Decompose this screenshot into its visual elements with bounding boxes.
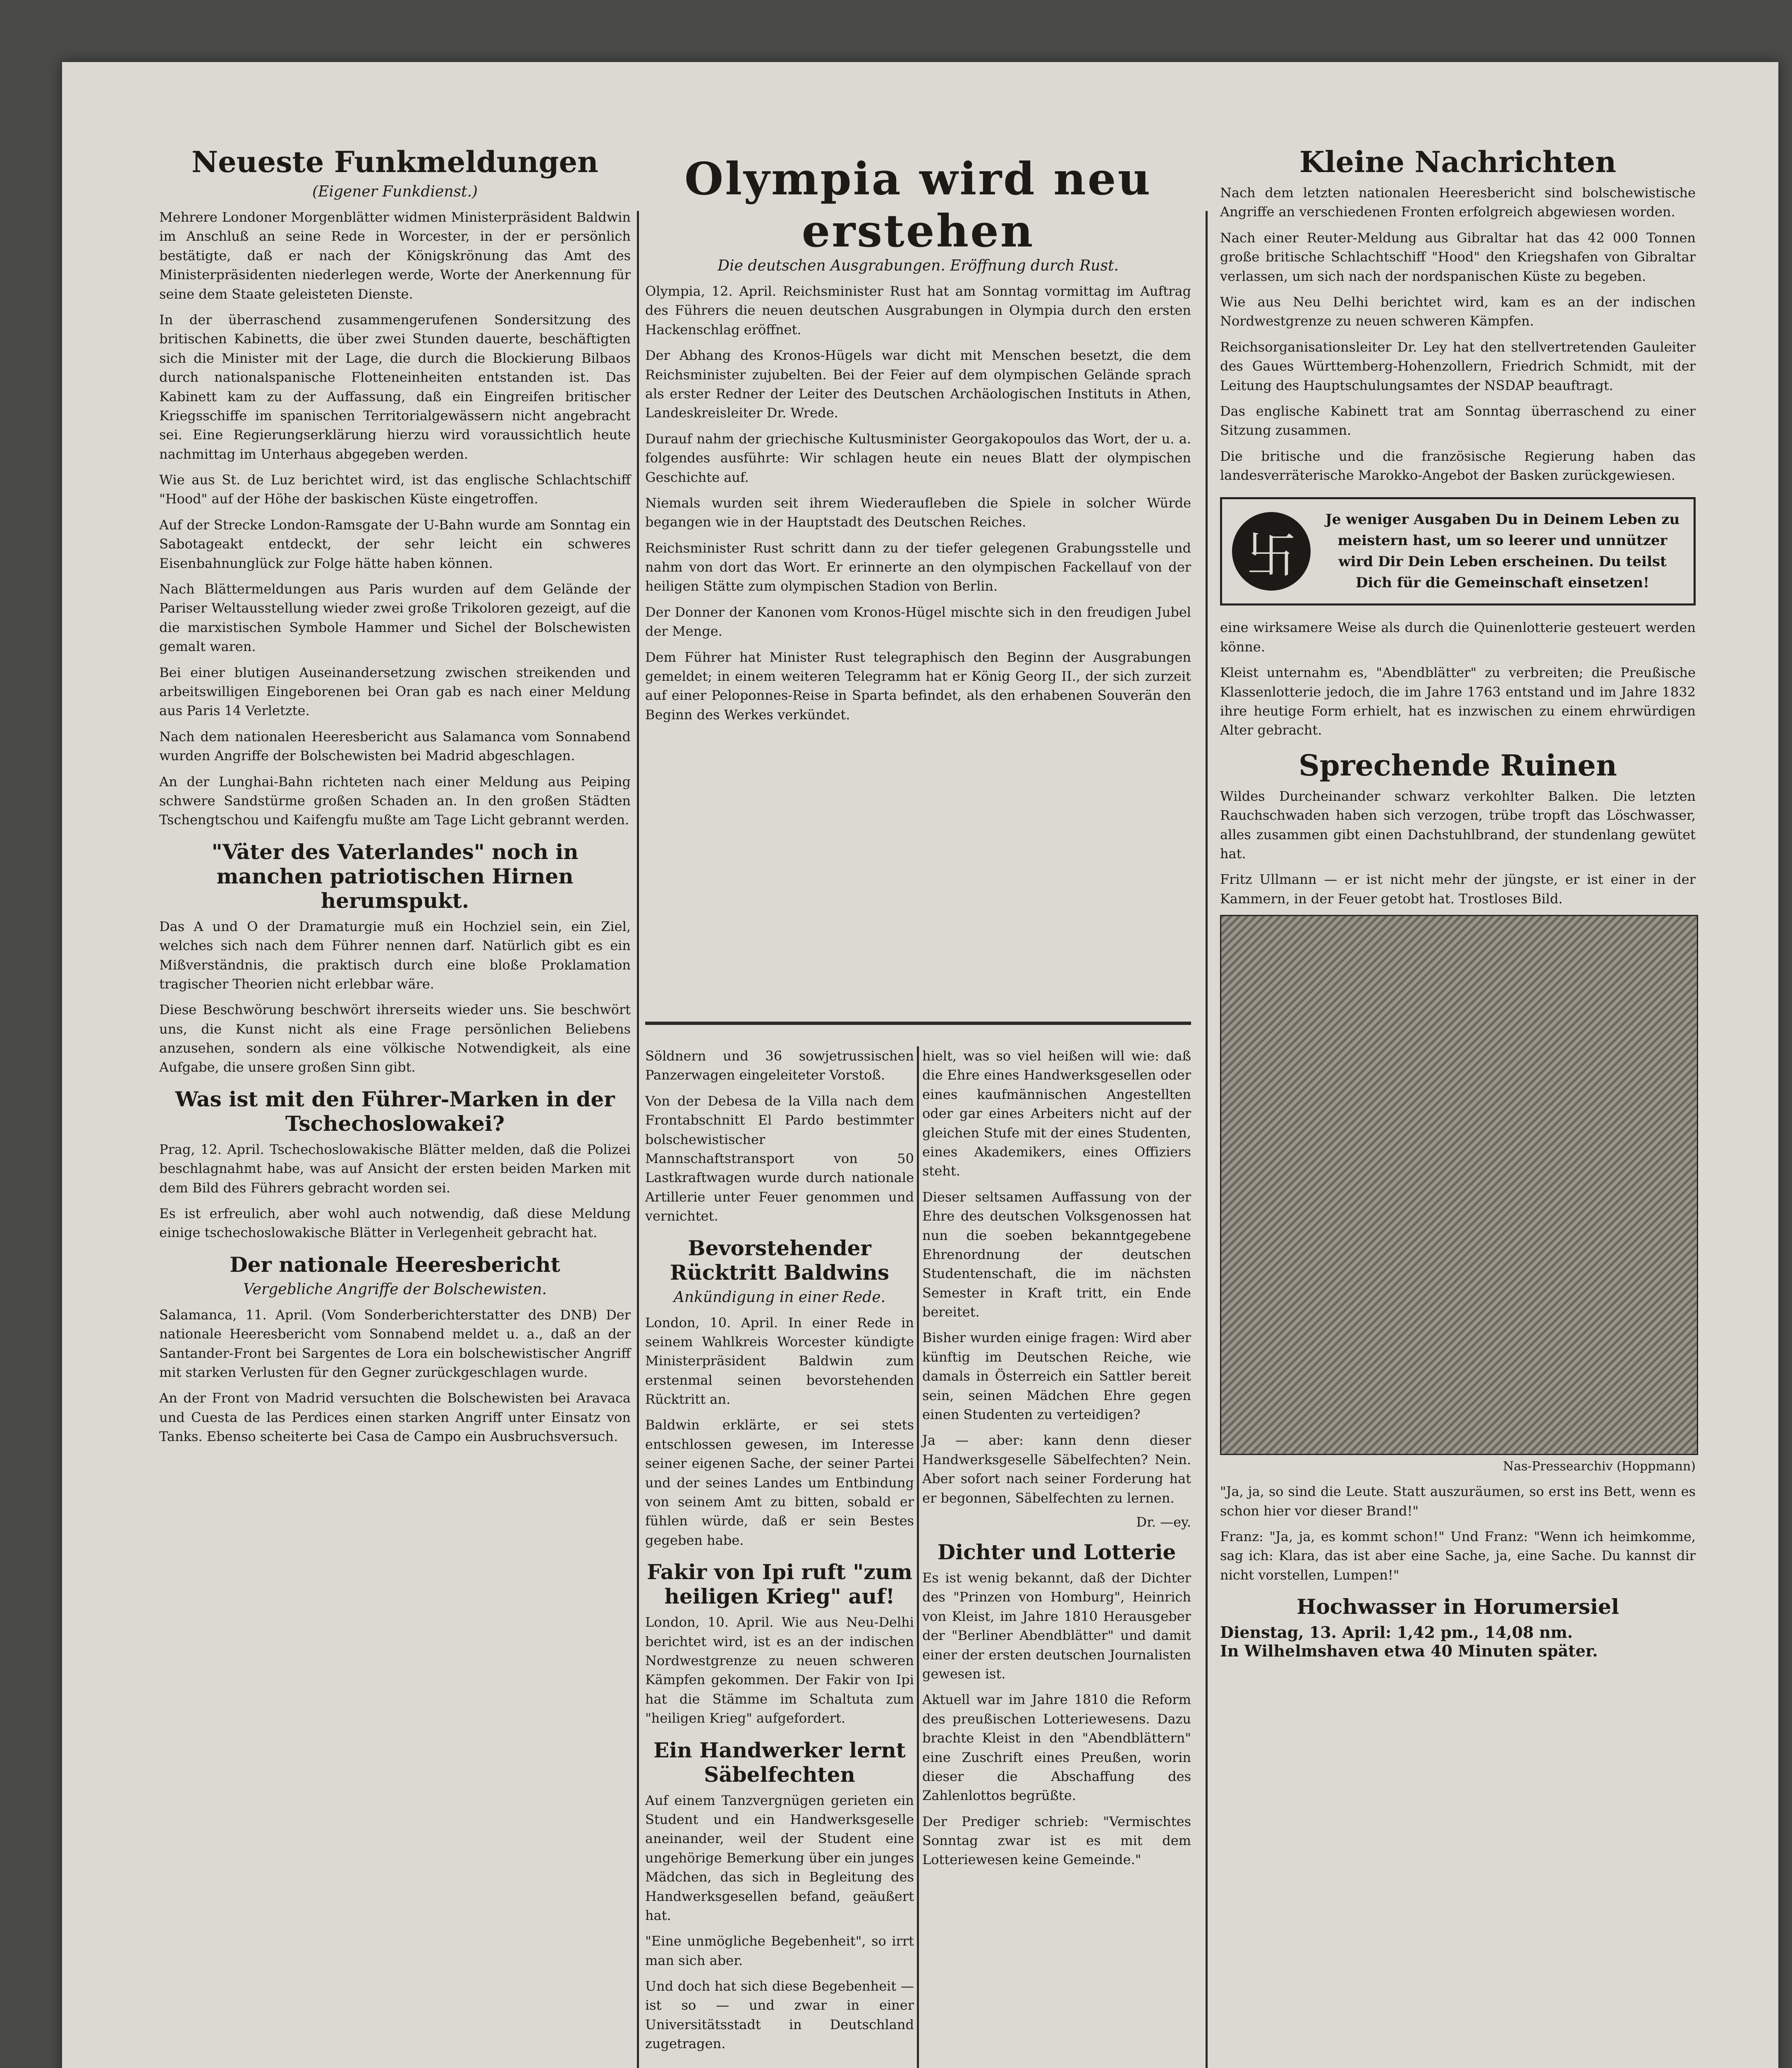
paragraph: Dem Führer hat Minister Rust telegraphisch den Beginn der Ausgrabungen gemeldet; in einem weiteren Telegramm hat er König Georg II., der sich zurzeit auf einer Peloponnes-Reise in Sparta befindet, als den erhabenen Souverän den Beginn des Werkes verkündet. — [645, 649, 1191, 723]
paragraph: Es ist erfreulich, aber wohl auch notwendig, daß diese Meldung einige tschechoslowakische Blätter in Verlegenheit gebracht hat. — [159, 1206, 631, 1241]
paragraph: Dieser seltsamen Auffassung von der Ehre des deutschen Volksgenossen hat nun die soeben bekanntgegebene Ehrenordnung der deutschen Studentenschaft, die im nächsten Semester in Kraft tritt, ein Ende bereitet. — [922, 1189, 1191, 1320]
headline: Olympia wird neu erstehen — [684, 153, 1152, 257]
paragraph: Der Donner der Kanonen vom Kronos-Hügel mischte sich in den freudigen Jubel der Menge. — [645, 604, 1191, 639]
paragraph: Aktuell war im Jahre 1810 die Reform des preußischen Lotteriewesens. Dazu brachte Kleist in den "Abendblättern" eine Zuschrift eines Preußen, worin dieser die Abschaffung des Zahlenlottos begrüßte. — [922, 1692, 1191, 1804]
paragraph: Diese Beschwörung beschwört ihrerseits wieder uns. Sie beschwört uns, die Kunst nicht als eine Frage persönlichen Beliebens anzusehen, sondern als eine völkische Notwendigkeit, als eine Aufgabe, die unsere großen Sinn gibt. — [159, 1002, 631, 1075]
advertisement-box — [1220, 497, 1696, 606]
paragraph: Reichsorganisationsleiter Dr. Ley hat den stellvertretenden Gauleiter des Gaues Württemberg-Hohenzollern, Friedrich Schmidt, mit der Leitung des Hauptschulungsamtes der NSDAP beauftragt. — [1220, 339, 1696, 393]
column-rule — [1206, 211, 1208, 2068]
paragraph: Wie aus St. de Luz berichtet wird, ist das englische Schlachtschiff "Hood" auf der Höhe der baskischen Küste eingetroffen. — [159, 472, 631, 507]
ruin-illustration — [1220, 915, 1698, 1455]
column-olympia — [645, 136, 1191, 731]
column-rule — [917, 1046, 919, 2068]
paragraph: Nach einer Reuter-Meldung aus Gibraltar hat das 42 000 Tonnen große britische Schlachtschiff "Hood" den Kriegshafen von Gibraltar verlassen, um sich nach der nordspanischen Küste zu begeben. — [1220, 230, 1696, 284]
column-kleine-nachrichten — [1220, 136, 1696, 1660]
paragraph: Reichsminister Rust schritt dann zu der tiefer gelegenen Grabungsstelle und nahm von dort das Wort. Er erinnerte an den olympischen Fackellauf von der heiligen Stätte zum olympischen Stadion von Berlin. — [645, 540, 1191, 594]
advertisement-text: Je weniger Ausgaben Du in Deinem Leben zu meistern hast, um so leerer und unnützer wird Dir Dein Leben erscheinen. Du teilst Dich für die Gemeinschaft einsetzen! — [1325, 511, 1680, 591]
article-heading: Dichter und Lotterie — [937, 1539, 1176, 1564]
paragraph: Prag, 12. April. Tschechoslowakische Blätter melden, daß die Polizei beschlagnahmt habe, was auf Ansicht der ersten beiden Marken mit dem Bild des Führers gebracht worden sei. — [159, 1141, 631, 1196]
column-baldwin — [645, 1046, 914, 2060]
illustration-caption: Nas-Pressearchiv (Hoppmann) — [1503, 1459, 1696, 1474]
paragraph: Ja — aber: kann denn dieser Handwerksgeselle Säbelfechten? Nein. Aber sofort nach seiner Forderung hat er begonnen, Säbelfechten zu lernen. — [922, 1432, 1191, 1506]
newspaper-page — [62, 62, 1778, 2068]
paragraph: Mehrere Londoner Morgenblätter widmen Ministerpräsident Baldwin im Anschluß an seine Rede in Worcester, in der er persönlich bestätigte, daß er nach der Königskrönung das Amt des Ministerpräsidenten niederlegen werde, Worte der Anerkennung für seine dem Staate geleisteten Dienste. — [159, 209, 631, 302]
paragraph: Kleist unternahm es, "Abendblätter" zu verbreiten; die Preußische Klassenlotterie jedoch, die im Jahre 1763 entstand und im Jahre 1832 ihre heutige Form erhielt, hat es inzwischen zu einem ehrwürdigen Alter gebracht. — [1220, 665, 1696, 738]
paragraph: Franz: "Ja, ja, es kommt schon!" Und Franz: "Wenn ich heimkomme, sag ich: Klara, das ist aber eine Sache, ja, eine Sache. Du kannst dir nicht vorstellen, Lumpen!" — [1220, 1528, 1696, 1583]
paragraph: Und doch hat sich diese Begebenheit — ist so — und zwar in einer Universitätsstadt in Deutschland zugetragen. — [645, 1978, 914, 2052]
section-heading: Neueste Funkmeldungen — [191, 145, 598, 179]
headline-subtitle: Die deutschen Ausgrabungen. Eröffnung durch Rust. — [718, 257, 1119, 274]
article-heading: Bevorstehender Rücktritt Baldwins — [670, 1235, 890, 1285]
tide-note: In Wilhelmshaven etwa 40 Minuten später. — [1220, 1642, 1598, 1661]
paragraph: Das A und O der Dramaturgie muß ein Hochziel sein, ein Ziel, welches sich nach dem Führer nennen darf. Natürlich gibt es ein Mißverständnis, die praktisch durch eine bloße Proklamation tragischer Theorien nicht erlebbar wäre. — [159, 918, 631, 992]
article-heading: Was ist mit den Führer-Marken in der Tschechoslowakei? — [175, 1087, 615, 1136]
paragraph: London, 10. April. In einer Rede in seinem Wahlkreis Worcester kündigte Ministerpräsident Baldwin zum erstenmal seinen bevorstehenden Rücktritt an. — [645, 1314, 914, 1407]
paragraph: Das englische Kabinett trat am Sonntag überraschend zu einer Sitzung zusammen. — [1220, 403, 1696, 438]
article-heading: Ein Handwerker lernt Säbelfechten — [653, 1738, 906, 1787]
article-subheading: Ankündigung in einer Rede. — [673, 1288, 886, 1306]
article-divider — [645, 1022, 1191, 1025]
tide-time: Dienstag, 13. April: 1,42 pm., 14,08 nm. — [1220, 1623, 1573, 1642]
paragraph: In der überraschend zusammengerufenen Sondersitzung des britischen Kabinetts, die über zwei Stunden dauerte, beschäftigten sich die Minister mit der Lage, die durch die Blockierung Bilbaos durch nationalspanische Flotteneinheiten entstanden ist. Das Kabinett kam zu der Auffassung, daß ein Eingreifen britischer Kriegsschiffe im spanischen Territorialgewässern nicht angebracht sei. Eine Regierungserklärung hierzu wird voraussichtlich heute nachmittag im Unterhaus abgegeben werden. — [159, 311, 631, 462]
paragraph: Nach dem letzten nationalen Heeresbericht sind bolschewistische Angriffe an verschiedenen Fronten erfolgreich abgewiesen worden. — [1220, 185, 1696, 220]
column-funkmeldungen — [159, 136, 631, 1453]
author-signature: Dr. —ey. — [1136, 1514, 1191, 1530]
paragraph: Durauf nahm der griechische Kultusminister Georgakopoulos das Wort, der u. a. folgendes ausführte: Wir schlagen heute ein neues Blatt der olympischen Geschichte auf. — [645, 431, 1191, 485]
paragraph: Wie aus Neu Delhi berichtet wird, kam es an der indischen Nordwestgrenze zu neuen schweren Kämpfen. — [1220, 294, 1696, 329]
paragraph: hielt, was so viel heißen will wie: daß die Ehre eines Handwerksgesellen oder eines kaufmännischen Angestellten oder gar eines Arbeiters nicht auf der gleichen Stufe mit der eines Studenten, eines Akademikers, eines Offiziers steht. — [922, 1048, 1191, 1179]
paragraph: Niemals wurden seit ihrem Wiederaufleben die Spiele in solcher Würde begangen wie in der Hauptstadt des Deutschen Reiches. — [645, 495, 1191, 530]
paragraph: Die britische und die französische Regierung haben das landesverräterische Marokko-Angebot der Basken zurückgewiesen. — [1220, 448, 1696, 483]
column-ehre — [922, 1046, 1191, 1876]
paragraph: "Ja, ja, so sind die Leute. Statt auszuräumen, so erst ins Bett, wenn es schon hier vor dieser Brand!" — [1220, 1484, 1696, 1519]
paragraph: Auf der Strecke London-Ramsgate der U-Bahn wurde am Sonntag ein Sabotageakt entdeckt, der sehr leicht ein schweres Eisenbahnunglück zur Folge hätte haben können. — [159, 517, 631, 571]
paragraph: Der Abhang des Kronos-Hügels war dicht mit Menschen besetzt, die dem Reichsminister zujubelten. Bei der Feier auf dem olympischen Gelände sprach als erster Redner der Leiter des Deutschen Archäologischen Instituts in Athen, Landeskreisleiter Dr. Wrede. — [645, 347, 1191, 421]
paragraph: An der Lunghai-Bahn richteten nach einer Meldung aus Peiping schwere Sandstürme großen Schaden an. In den großen Städten Tschengtschou und Kaifengfu mußte am Tage Licht gebrannt werden. — [159, 773, 631, 828]
paragraph: Es ist wenig bekannt, daß der Dichter des "Prinzen von Homburg", Heinrich von Kleist, im Jahre 1810 Herausgeber der "Berliner Abendblätter" und damit einer der ersten deutschen Journalisten gewesen ist. — [922, 1570, 1191, 1682]
paragraph: Olympia, 12. April. Reichsminister Rust hat am Sonntag vormittag im Auftrag des Führers die neuen deutschen Ausgrabungen in Olympia durch den ersten Hackenschlag eröffnet. — [645, 283, 1191, 337]
paragraph: Auf einem Tanzvergnügen gerieten ein Student und ein Handwerksgeselle aneinander, weil der Student eine ungehörige Bemerkung über ein junges Mädchen, das sich in Begleitung des Handwerksgesellen befand, geäußert hat. — [645, 1792, 914, 1923]
paragraph: Von der Debesa de la Villa nach dem Frontabschnitt El Pardo bestimmter bolschewistischer Mannschaftstransport von 50 Lastkraftwagen wurde durch nationale Artillerie unter Feuer genommen und vernichtet. — [645, 1093, 914, 1224]
paragraph: Salamanca, 11. April. (Vom Sonderberichterstatter des DNB) Der nationale Heeresbericht vom Sonnabend meldet u. a., daß an der Santander-Front bei Sargentes de Lora ein bolschewistischer Angriff mit starken Verlusten für den Gegner zurückgeschlagen wurde. — [159, 1307, 631, 1380]
paragraph: "Eine unmögliche Begebenheit", so irrt man sich aber. — [645, 1933, 914, 1968]
paragraph: Nach Blättermeldungen aus Paris wurden auf dem Gelände der Pariser Weltausstellung wieder zwei große Trikoloren gezeigt, auf die die marxistischen Symbole Hammer und Sichel der Bolschewisten gemalt waren. — [159, 581, 631, 655]
section-subheading: (Eigener Funkdienst.) — [312, 183, 478, 200]
paragraph: An der Front von Madrid versuchten die Bolschewisten bei Aravaca und Cuesta de las Perdices einen starken Angriff unter Einsatz von Tanks. Ebenso scheiterte bei Casa de Campo ein Ausbruchsversuch. — [159, 1390, 631, 1445]
paragraph: eine wirksamere Weise als durch die Quinenlotterie gesteuert werden könne. — [1220, 620, 1696, 655]
paragraph: Wildes Durcheinander schwarz verkohlter Balken. Die letzten Rauchschwaden haben sich verzogen, trübe tropft das Löschwasser, alles zusammen gibt einen Dachstuhlbrand, der stundenlang gewütet hat. — [1220, 788, 1696, 862]
paragraph: Bisher wurden einige fragen: Wird aber künftig im Deutschen Reiche, wie damals in Österreich ein Sattler bereit sein, seinen Mädchen Ehre gegen einen Studenten zu verteidigen? — [922, 1330, 1191, 1423]
article-heading: Sprechende Ruinen — [1299, 748, 1617, 783]
article-heading: Hochwasser in Horumersiel — [1297, 1594, 1619, 1619]
column-rule — [637, 211, 639, 2068]
paragraph: Bei einer blutigen Auseinandersetzung zwischen streikenden und arbeitswilligen Eingeborenen bei Oran gab es nach einer Meldung aus Paris 14 Verletzte. — [159, 664, 631, 719]
emblem-icon: 卐 — [1232, 512, 1311, 591]
paragraph: Baldwin erklärte, er sei stets entschlossen gewesen, im Interesse seiner eigenen Sache, der seiner Partei und der seines Landes um Entbindung von seinem Amt zu bitten, sobald er fühlen würde, daß er sein Bestes gegeben habe. — [645, 1417, 914, 1548]
paragraph: London, 10. April. Wie aus Neu-Delhi berichtet wird, ist es an der indischen Nordwestgrenze zu neuen schweren Kämpfen gekommen. Der Fakir von Ipi hat die Stämme im Schaltuta zum "heiligen Krieg" aufgefordert. — [645, 1614, 914, 1726]
paragraph: Der Prediger schrieb: "Vermischtes Sonntag zwar ist es mit dem Lotteriewesen keine Gemeinde." — [922, 1813, 1191, 1868]
paragraph: Söldnern und 36 sowjetrussischen Panzerwagen eingeleiteter Vorstoß. — [645, 1048, 914, 1083]
paragraph: Nach dem nationalen Heeresbericht aus Salamanca vom Sonnabend wurden Angriffe der Bolschewisten bei Madrid abgeschlagen. — [159, 728, 631, 764]
article-heading: Fakir von Ipi ruft "zum heiligen Krieg" auf! — [647, 1560, 912, 1609]
article-subheading: Vergebliche Angriffe der Bolschewisten. — [243, 1281, 547, 1298]
section-heading: Kleine Nachrichten — [1299, 145, 1616, 179]
paragraph: Fritz Ullmann — er ist nicht mehr der jüngste, er ist einer in der Kammern, in der Feuer getobt hat. Trostloses Bild. — [1220, 871, 1696, 907]
article-heading: "Väter des Vaterlandes" noch in manchen patriotischen Hirnen herumspukt. — [211, 839, 579, 913]
article-heading: Der nationale Heeresbericht — [230, 1252, 560, 1277]
